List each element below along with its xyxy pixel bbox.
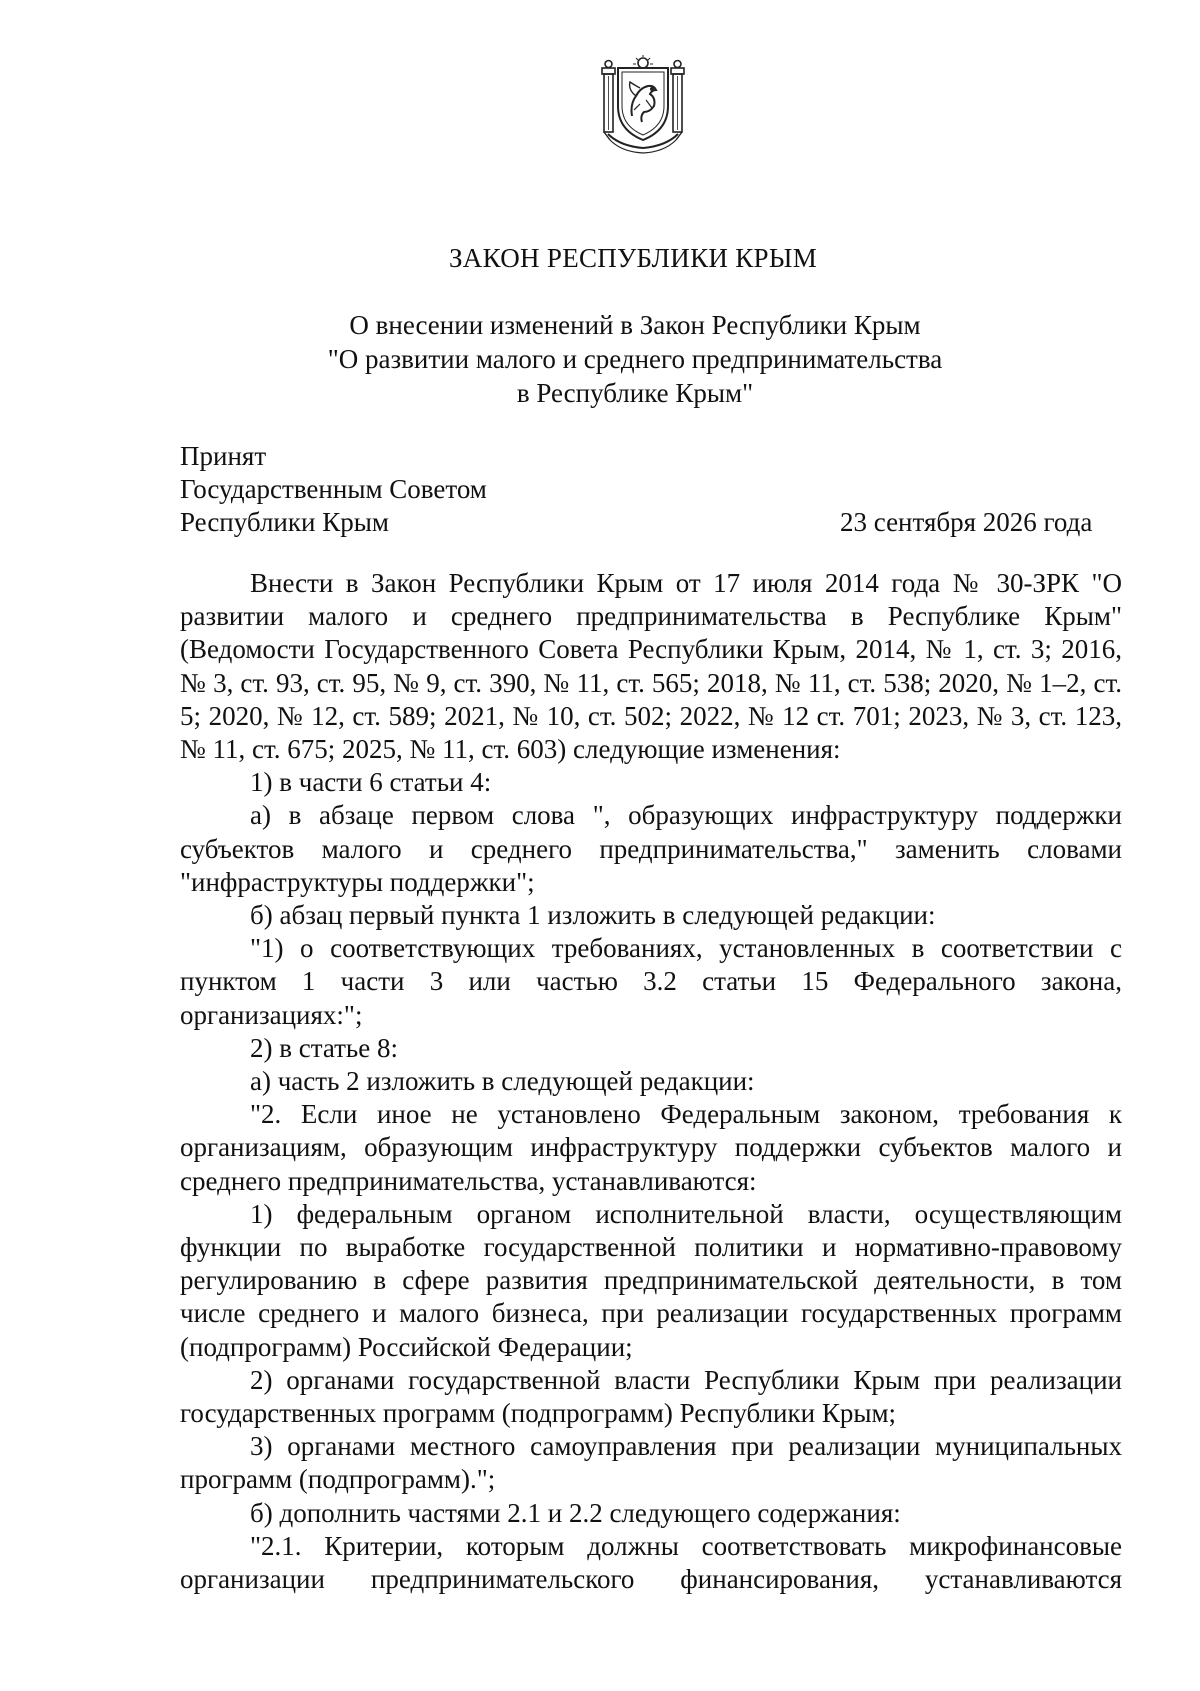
document-subtitle [0,308,1200,410]
body-paragraph: Внести в Закон Республики Крым от 17 июля 2014 года № 30-ЗРК "О развитии малого и среднего предпринимательства в Республике Крым" (Ведомости Государственного Совета Республики Крым, 2014, № 1, ст. 3; 2016, № 3, ст. 93, ст. 95, № 9, ст. 390, № 11, ст. 565; 2018, № 11, ст. 538; 2020, № 1–2, ст. 5; 2020, № 12, ст. 589; 2021, № 10, ст. 502; 2022, № 12 ст. 701; 2023, № 3, ст. 123, № 11, ст. 675; 2025, № 11, ст. 603) следующие изменения: [180,568,1122,765]
subtitle-line: "О развитии малого и среднего предпринимательства [327,344,943,374]
adoption-date: 23 сентября 2026 года [840,507,1093,537]
body-paragraph: б) дополнить частями 2.1 и 2.2 следующего содержания: [250,1497,901,1528]
body-paragraph: "2.1. Критерии, которым должны соответствовать микрофинансовые организации предпринимательского финансирования, устанавливаются [180,1530,1122,1595]
adoption-block [180,440,487,539]
adoption-line: Республики Крым [180,507,389,537]
body-paragraph: "2. Если иное не установлено Федеральным законом, требования к организациям, образующим инфраструктуру поддержки субъектов малого и среднего предпринимательства, устанавливаются: [180,1099,1122,1196]
body-paragraph: 2) органами государственной власти Республики Крым при реализации государственных программ (подпрограмм) Республики Крым; [180,1364,1122,1429]
body-paragraph: 3) органами местного самоуправления при реализации муниципальных программ (подпрограмм)."; [180,1431,1122,1495]
body-paragraph: 1) в части 6 статьи 4: [250,767,492,798]
body-paragraph: б) абзац первый пункта 1 изложить в следующей редакции: [250,900,936,931]
crimea-coat-of-arms-icon [600,54,686,154]
subtitle-line: О внесении изменений в Закон Республики Крым [349,310,921,340]
adoption-line: Государственным Советом [180,474,487,504]
subtitle-line: в Республике Крым" [516,378,754,408]
body-paragraph: "1) о соответствующих требованиях, установленных в соответствии с пунктом 1 части 3 или частью 3.2 статьи 15 Федерального закона, организациях:"; [180,933,1122,1030]
document-body [180,567,1122,1596]
body-paragraph: а) часть 2 изложить в следующей редакции: [250,1066,755,1097]
document-title: ЗАКОН РЕСПУБЛИКИ КРЫМ [448,243,818,273]
body-paragraph: 2) в статье 8: [250,1032,398,1063]
body-paragraph: а) в абзаце первом слова ", образующих инфраструктуру поддержки субъектов малого и среднего предпринимательства," заменить словами "инфраструктуры поддержки"; [180,800,1122,897]
body-paragraph: 1) федеральным органом исполнительной власти, осуществляющим функции по выработке государственной политики и нормативно-правовому регулированию в сфере развития предпринимательской деятельности, в том числе среднего и малого бизнеса, при реализации государственных программ (подпрограмм) Российской Федерации; [180,1198,1122,1362]
adoption-line: Принят [180,441,267,471]
